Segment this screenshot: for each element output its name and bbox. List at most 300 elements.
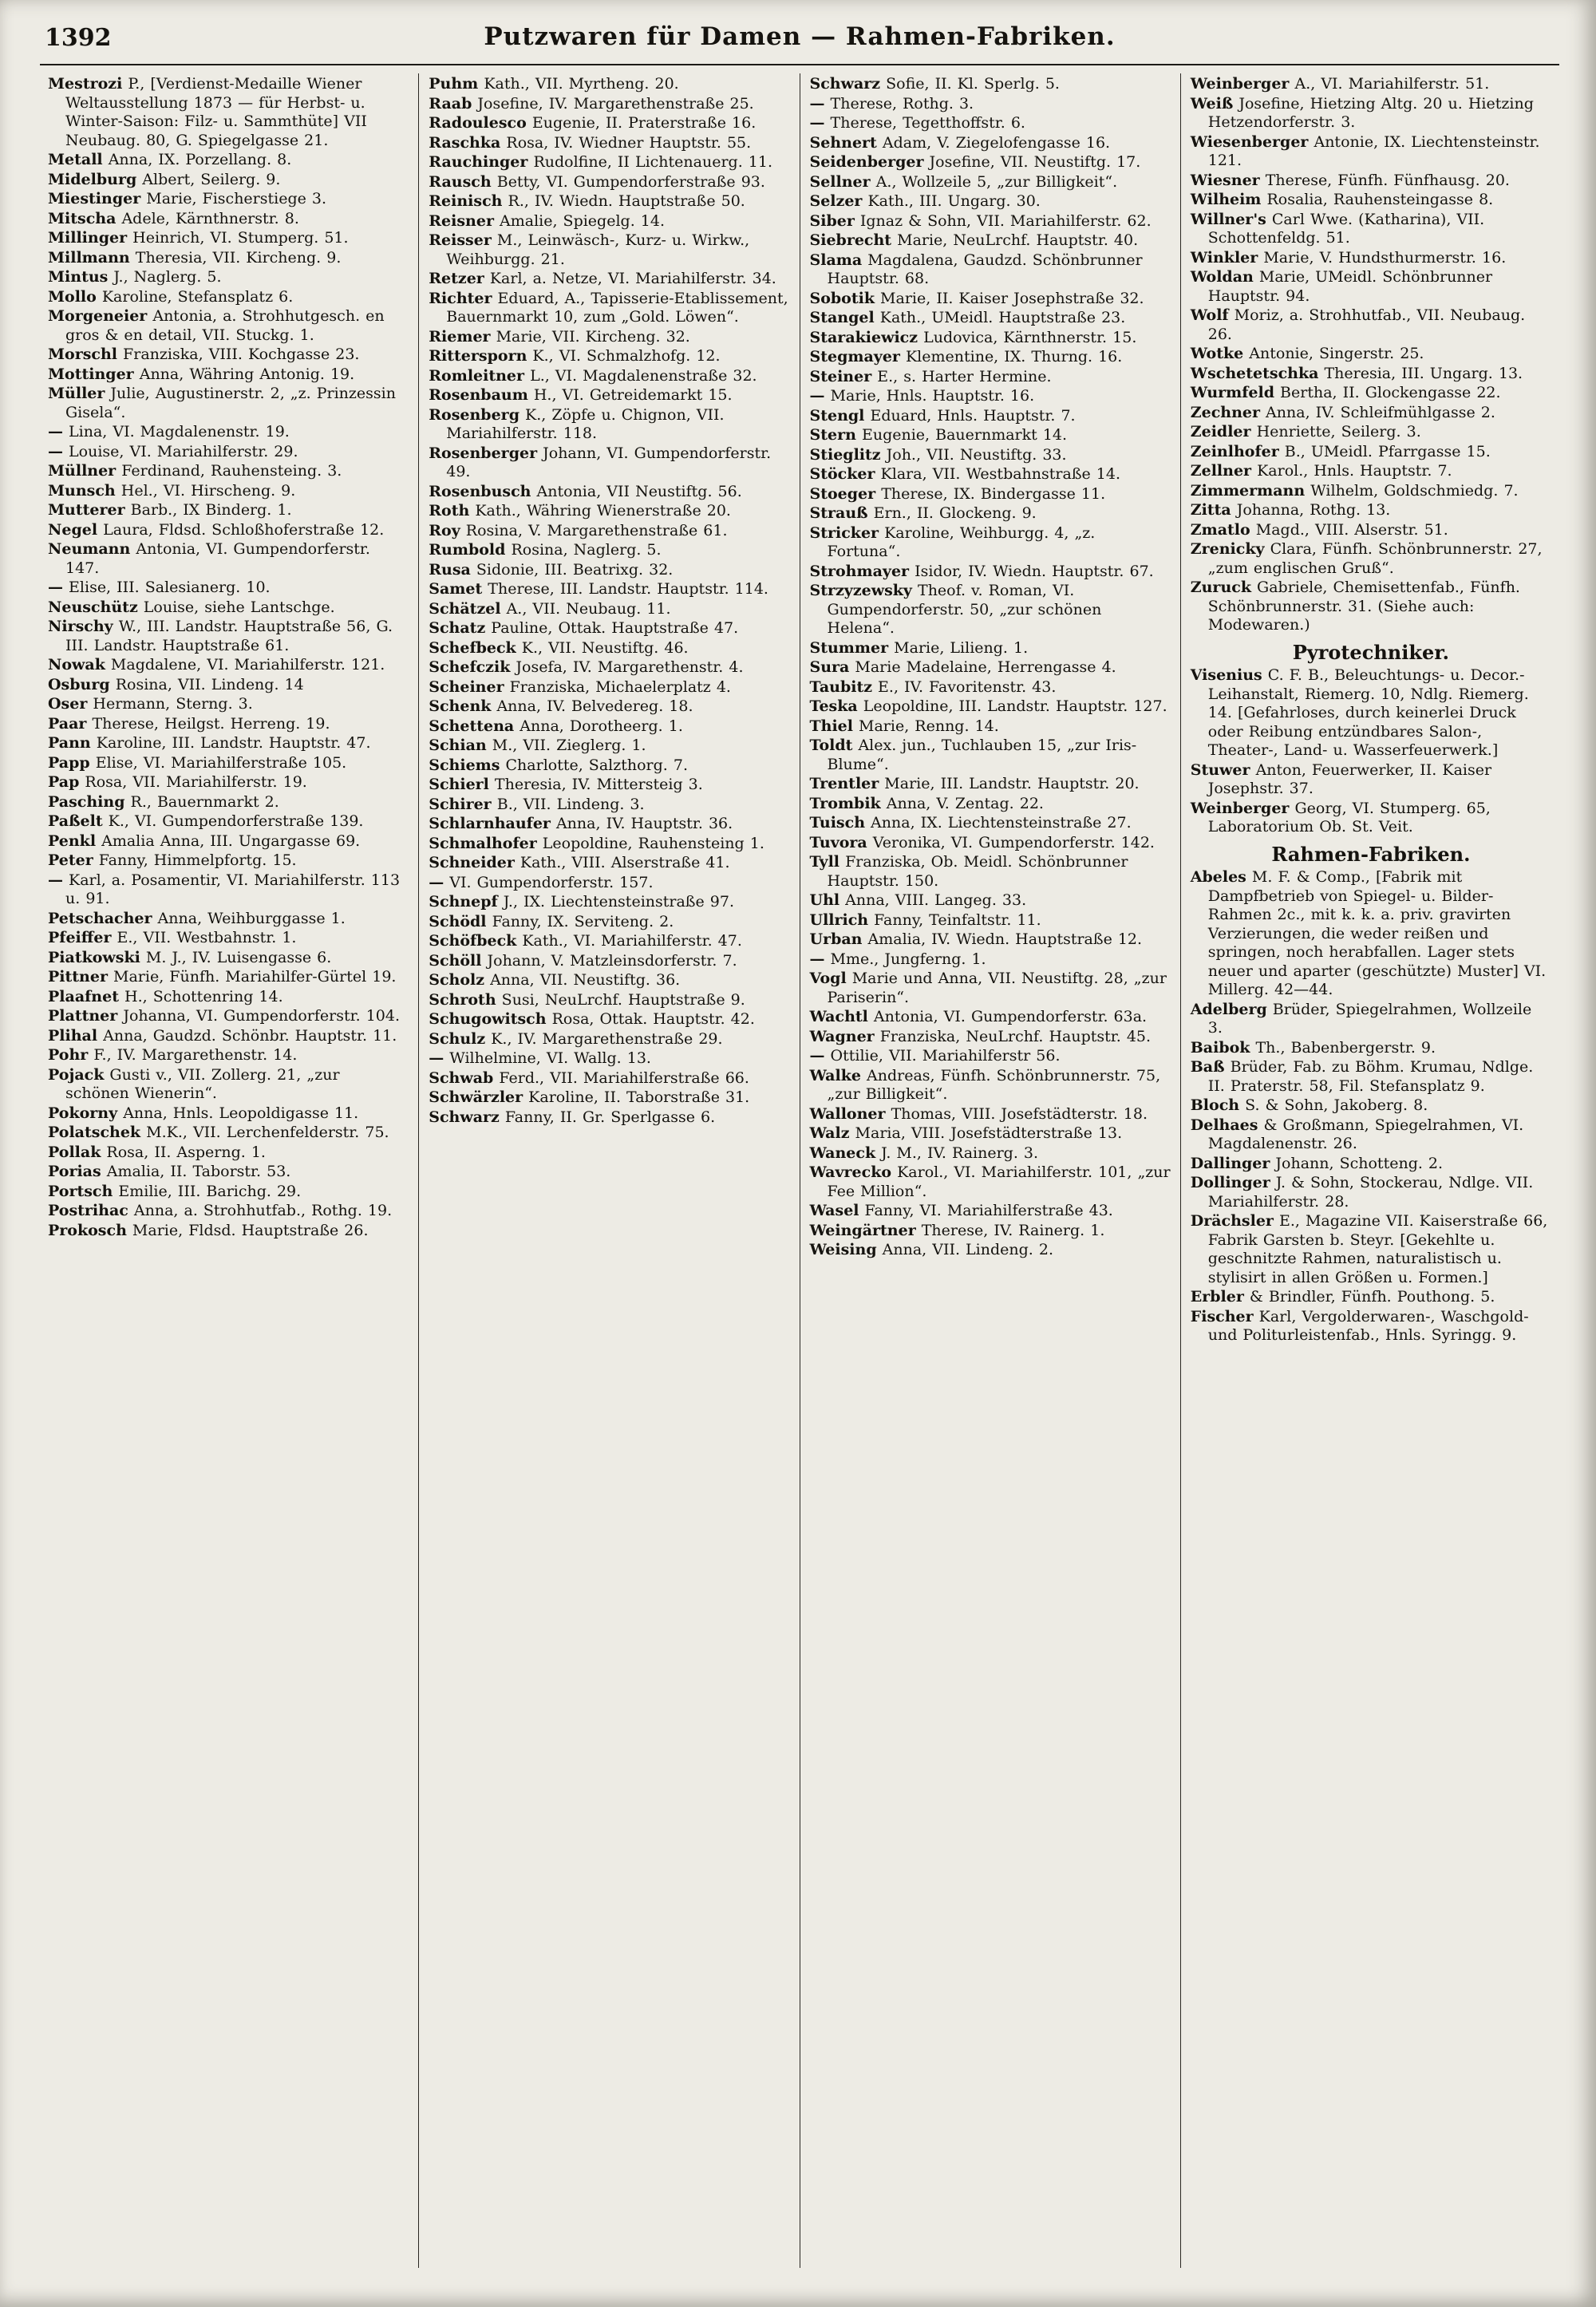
directory-entry: Walloner Thomas, VIII. Josefstädterstr. 18.: [809, 1104, 1148, 1123]
column-divider: [418, 73, 419, 2268]
entry-name: Stieglitz: [809, 445, 881, 464]
directory-entry: Abeles M. F. & Comp., [Fabrik mit Dampfbetrieb von Spiegel- u. Bilder-Rahmen 2c., mit k. k. a. priv. gravirten Verzierungen, die weder reißen und springen, noch herabfallen. Lager stets neuer und aparter (geschützte) Muster] VI. Millerg. 42—44.: [1190, 868, 1547, 998]
directory-entry: — Mme., Jungferng. 1.: [809, 950, 986, 968]
directory-entry: Schöfbeck Kath., VI. Mariahilferstr. 47.: [429, 932, 742, 950]
entry-name: Schwärzler: [429, 1088, 523, 1106]
entry-name: Thiel: [809, 717, 853, 735]
directory-entry: Pasching R., Bauernmarkt 2.: [48, 792, 279, 811]
entry-name: Raab: [429, 94, 472, 113]
directory-entry: Willner's Carl Wwe. (Katharina), VII. Schottenfeldg. 51.: [1190, 210, 1485, 247]
column-3: [802, 73, 1179, 2268]
directory-entry: Nowak Magdalene, VI. Mariahilferstr. 121.: [48, 656, 385, 674]
directory-entry: Rosenberg K., Zöpfe u. Chignon, VII. Mariahilferstr. 118.: [429, 405, 725, 442]
entry-name: Taubitz: [809, 677, 873, 696]
entry-name: —: [809, 1047, 825, 1065]
directory-entry: Zeinlhofer B., UMeidl. Pfarrgasse 15.: [1190, 442, 1491, 460]
section-heading: Rahmen-Fabriken.: [1271, 842, 1471, 866]
directory-entry: Negel Laura, Fldsd. Schloßhoferstraße 12.: [48, 520, 385, 539]
entry-name: Tuvora: [809, 833, 867, 851]
entry-name: Weingärtner: [809, 1221, 916, 1239]
entry-name: Zechner: [1190, 403, 1261, 421]
entry-name: Pann: [48, 734, 91, 752]
entry-name: Siber: [809, 211, 855, 230]
column-1: [40, 73, 417, 2268]
entry-name: Wschetetschka: [1190, 364, 1319, 382]
directory-entry: Zitta Johanna, Rothg. 13.: [1190, 501, 1391, 519]
directory-entry: Müllner Ferdinand, Rauhensteing. 3.: [48, 462, 342, 480]
directory-entry: Scheiner Franziska, Michaelerplatz 4.: [429, 677, 731, 696]
directory-entry: — Louise, VI. Mariahilferstr. 29.: [48, 442, 298, 460]
entry-name: Schian: [429, 737, 487, 754]
directory-entry: — Lina, VI. Magdalenenstr. 19.: [48, 423, 290, 440]
directory-entry: Polatschek M.K., VII. Lerchenfelderstr. 75.: [48, 1124, 389, 1141]
directory-entry: Schatz Pauline, Ottak. Hauptstraße 47.: [429, 619, 739, 637]
entry-name: Papp: [48, 753, 90, 772]
entry-name: Strzyzewsky: [809, 582, 912, 599]
entry-name: —: [429, 1049, 444, 1067]
entry-name: Sellner: [809, 172, 871, 191]
directory-entry: Sura Marie Madelaine, Herrengasse 4.: [809, 658, 1116, 676]
entry-name: Rittersporn: [429, 347, 527, 365]
entry-name: Pasching: [48, 792, 125, 811]
directory-entry: Urban Amalia, IV. Wiedn. Hauptstraße 12.: [809, 930, 1143, 948]
directory-entry: Weising Anna, VII. Lindeng. 2.: [809, 1241, 1054, 1258]
directory-entry: Munsch Hel., VI. Hirscheng. 9.: [48, 481, 296, 500]
entry-name: Wachtl: [809, 1008, 868, 1025]
directory-entry: Baibok Th., Babenbergerstr. 9.: [1190, 1038, 1436, 1057]
entry-name: Drächsler: [1190, 1212, 1274, 1230]
directory-entry: — Marie, Hnls. Hauptstr. 16.: [809, 387, 1035, 405]
directory-entry: Pokorny Anna, Hnls. Leopoldigasse 11.: [48, 1104, 359, 1122]
entry-name: —: [809, 387, 825, 405]
entry-name: Rosenberg: [429, 405, 519, 424]
directory-entry: Walz Maria, VIII. Josefstädterstraße 13.: [809, 1124, 1123, 1142]
entry-name: Toldt: [809, 737, 853, 754]
entry-name: Radoulesco: [429, 114, 527, 132]
directory-entry: — VI. Gumpendorferstr. 157.: [429, 873, 654, 891]
entry-name: Neumann: [48, 540, 131, 558]
entry-name: Midelburg: [48, 170, 137, 188]
directory-entry: Schwab Ferd., VII. Mariahilferstraße 66.: [429, 1069, 749, 1087]
directory-entry: Schefbeck K., VII. Neustiftg. 46.: [429, 638, 689, 657]
entry-name: Schefczik: [429, 658, 511, 676]
entry-name: Wolf: [1190, 306, 1229, 324]
entry-name: Tuisch: [809, 814, 866, 832]
directory-entry: Postrihac Anna, a. Strohhutfab., Rothg. 19.: [48, 1202, 393, 1219]
entry-name: Millinger: [48, 229, 128, 247]
entry-name: Baibok: [1190, 1038, 1250, 1057]
directory-entry: Tuisch Anna, IX. Liechtensteinstraße 27.: [809, 814, 1132, 832]
entry-name: Zimmermann: [1190, 481, 1306, 500]
directory-entry: Pojack Gusti v., VII. Zollerg. 21, „zur schönen Wienerin“.: [48, 1065, 340, 1102]
directory-entry: Zimmermann Wilhelm, Goldschmiedg. 7.: [1190, 481, 1519, 500]
entry-name: Puhm: [429, 75, 479, 93]
directory-entry: Schefczik Josefa, IV. Margarethenstr. 4.: [429, 658, 744, 676]
entry-name: Wotke: [1190, 345, 1244, 362]
directory-entry: Plihal Anna, Gaudzd. Schönbr. Hauptstr. 11.: [48, 1026, 397, 1045]
entry-name: Walke: [809, 1066, 861, 1084]
directory-entry: Adelberg Brüder, Spiegelrahmen, Wollzeile 3.: [1190, 1000, 1532, 1037]
directory-entry: Schian M., VII. Zieglerg. 1.: [429, 737, 646, 754]
entry-name: Metall: [48, 151, 103, 168]
entry-name: Stoeger: [809, 484, 876, 503]
directory-entry: Thiel Marie, Renng. 14.: [809, 717, 999, 735]
entry-name: Polatschek: [48, 1124, 141, 1141]
directory-entry: Schwarz Sofie, II. Kl. Sperlg. 5.: [809, 75, 1060, 93]
directory-entry: Schödl Fanny, IX. Serviteng. 2.: [429, 912, 674, 930]
directory-entry: Piatkowski M. J., IV. Luisengasse 6.: [48, 948, 332, 966]
entry-name: Schödl: [429, 912, 487, 930]
entry-name: Woldan: [1190, 268, 1254, 286]
entry-name: Oser: [48, 695, 88, 713]
directory-entry: Sehnert Adam, V. Ziegelofengasse 16.: [809, 133, 1111, 152]
directory-entry: Rausch Betty, VI. Gumpendorferstraße 93.: [429, 172, 765, 191]
directory-entry: — Therese, Rothg. 3.: [809, 94, 974, 113]
directory-entry: Schlarnhaufer Anna, IV. Hauptstr. 36.: [429, 815, 733, 832]
entry-name: Stangel: [809, 309, 875, 326]
directory-entry: Rosenbaum H., VI. Getreidemarkt 15.: [429, 386, 733, 404]
entry-name: Mottinger: [48, 365, 134, 383]
directory-entry: Rittersporn K., VI. Schmalzhofg. 12.: [429, 347, 721, 365]
directory-entry: Weinberger A., VI. Mariahilferstr. 51.: [1190, 75, 1490, 93]
entry-name: Schöfbeck: [429, 932, 517, 950]
entry-name: Reisser: [429, 231, 492, 249]
entry-name: Baß: [1190, 1058, 1225, 1076]
entry-name: Walloner: [809, 1104, 886, 1123]
entry-name: Samet: [429, 580, 483, 598]
entry-name: Pittner: [48, 968, 108, 986]
entry-name: Schneider: [429, 854, 515, 871]
directory-entry: Roth Kath., Währing Wienerstraße 20.: [429, 502, 731, 519]
entry-name: Tyll: [809, 853, 840, 871]
directory-entry: Trombik Anna, V. Zentag. 22.: [809, 794, 1044, 812]
entry-name: Mitscha: [48, 209, 117, 227]
entry-name: Zrenicky: [1190, 540, 1265, 558]
directory-entry: Stummer Marie, Lilieng. 1.: [809, 638, 1029, 657]
directory-entry: Prokosch Marie, Fldsd. Hauptstraße 26.: [48, 1221, 369, 1239]
entry-name: Portsch: [48, 1182, 113, 1200]
directory-entry: Waneck J. M., IV. Rainerg. 3.: [809, 1144, 1039, 1162]
directory-entry: — Elise, III. Salesianerg. 10.: [48, 579, 271, 596]
entry-name: Schlarnhaufer: [429, 815, 551, 832]
entry-name: Zeinlhofer: [1190, 442, 1279, 460]
entry-name: Sura: [809, 658, 850, 676]
directory-entry: Millinger Heinrich, VI. Stumperg. 51.: [48, 229, 349, 247]
entry-name: Scheiner: [429, 677, 504, 696]
page-number: 1392: [45, 24, 112, 52]
entry-name: Negel: [48, 520, 98, 539]
entry-name: Reinisch: [429, 192, 503, 210]
directory-entry: Rosenbusch Antonia, VII Neustiftg. 56.: [429, 482, 742, 500]
directory-entry: Schmalhofer Leopoldine, Rauhensteing 1.: [429, 834, 764, 852]
directory-entry: Pann Karoline, III. Landstr. Hauptstr. 47.: [48, 734, 371, 752]
directory-entry: Reisner Amalie, Spiegelg. 14.: [429, 211, 665, 230]
directory-entry: Porias Amalia, II. Taborstr. 53.: [48, 1163, 291, 1180]
directory-entry: Stieglitz Joh., VII. Neustiftg. 33.: [809, 445, 1067, 464]
entry-name: Plattner: [48, 1007, 118, 1025]
entry-name: Wilheim: [1190, 191, 1262, 208]
directory-entry: Baß Brüder, Fab. zu Böhm. Krumau, Ndlge. II. Praterstr. 58, Fil. Stefansplatz 9.: [1190, 1058, 1534, 1095]
entry-name: Waneck: [809, 1144, 876, 1162]
directory-entry: Portsch Emilie, III. Barichg. 29.: [48, 1182, 302, 1200]
directory-entry: Woldan Marie, UMeidl. Schönbrunner Hauptstr. 94.: [1190, 268, 1493, 305]
entry-name: Adelberg: [1190, 1000, 1267, 1018]
entry-name: Schwarz: [429, 1108, 500, 1126]
entry-name: Schnepf: [429, 893, 498, 911]
entry-name: —: [48, 871, 63, 889]
directory-entry: Strohmayer Isidor, IV. Wiedn. Hauptstr. 67.: [809, 562, 1154, 580]
entry-name: Rausch: [429, 172, 492, 191]
entry-name: Petschacher: [48, 909, 152, 927]
entry-name: Weiß: [1190, 94, 1234, 113]
entry-name: Richter: [429, 289, 492, 307]
entry-name: Paßelt: [48, 812, 103, 830]
entry-name: Nowak: [48, 656, 105, 674]
entry-name: Schierl: [429, 776, 489, 793]
entry-name: Stern: [809, 426, 856, 444]
entry-name: Steiner: [809, 367, 872, 385]
entry-name: Wagner: [809, 1027, 875, 1045]
entry-name: Zellner: [1190, 462, 1252, 480]
entry-name: Weinberger: [1190, 799, 1290, 817]
directory-entry: — Wilhelmine, VI. Wallg. 13.: [429, 1049, 651, 1067]
directory-entry: Neuschütz Louise, siehe Lantschge.: [48, 598, 335, 616]
directory-entry: Mintus J., Naglerg. 5.: [48, 268, 222, 286]
entry-name: Rumbold: [429, 541, 506, 559]
directory-entry: Plattner Johanna, VI. Gumpendorferstr. 104.: [48, 1007, 401, 1025]
directory-entry: Dallinger Johann, Schotteng. 2.: [1190, 1154, 1444, 1172]
entry-name: —: [48, 423, 63, 440]
entry-name: Schugowitsch: [429, 1010, 547, 1028]
directory-entry: Mutterer Barb., IX Binderg. 1.: [48, 501, 292, 519]
directory-entry: — Therese, Tegetthoffstr. 6.: [809, 114, 1025, 132]
directory-entry: Midelburg Albert, Seilerg. 9.: [48, 170, 281, 188]
directory-entry: Schätzel A., VII. Neubaug. 11.: [429, 599, 671, 618]
directory-entry: Stricker Karoline, Weihburgg. 4, „z. Fortuna“.: [809, 523, 1096, 560]
entry-name: Slama: [809, 251, 863, 269]
directory-entry: Zeidler Henriette, Seilerg. 3.: [1190, 423, 1421, 440]
directory-entry: Zellner Karol., Hnls. Hauptstr. 7.: [1190, 462, 1452, 480]
entry-name: Pojack: [48, 1065, 105, 1084]
page-title: Putzwaren für Damen — Rahmen-Fabriken.: [484, 22, 1116, 51]
directory-entry: Pap Rosa, VII. Mariahilferstr. 19.: [48, 773, 307, 791]
entry-name: Schwab: [429, 1069, 494, 1087]
directory-entry: — Karl, a. Posamentir, VI. Mariahilferstr. 113 u. 91.: [48, 871, 401, 907]
entry-name: Trombik: [809, 794, 881, 812]
directory-entry: Stangel Kath., UMeidl. Hauptstraße 23.: [809, 309, 1126, 326]
entry-name: Plaafnet: [48, 987, 119, 1005]
directory-entry: Bloch S. & Sohn, Jakoberg. 8.: [1190, 1096, 1428, 1114]
directory-entry: Drächsler E., Magazine VII. Kaiserstraße 66, Fabrik Garsten b. Steyr. [Gekehlte u. geschnitzte Rahmen, naturalistisch u. stylisirt in allen Größen u. Formen.]: [1190, 1212, 1548, 1286]
entry-name: Rusa: [429, 560, 471, 579]
directory-entry: Vogl Marie und Anna, VII. Neustiftg. 28, „zur Pariserin“.: [809, 970, 1167, 1006]
directory-entry: Richter Eduard, A., Tapisserie-Etablissement, Bauernmarkt 10, zum „Gold. Löwen“.: [429, 289, 788, 326]
entry-name: Zitta: [1190, 501, 1231, 519]
directory-entry: Reinisch R., IV. Wiedn. Hauptstraße 50.: [429, 192, 745, 210]
entry-name: Scholz: [429, 971, 485, 989]
entry-name: Schwarz: [809, 75, 881, 93]
directory-entry: Raab Josefine, IV. Margarethenstraße 25.: [429, 94, 754, 113]
directory-entry: Weingärtner Therese, IV. Rainerg. 1.: [809, 1221, 1105, 1239]
entry-name: Nirschy: [48, 618, 113, 635]
entry-name: Urban: [809, 930, 863, 948]
entry-name: Bloch: [1190, 1096, 1240, 1114]
header-rule: [40, 64, 1559, 65]
directory-entry: Weiß Josefine, Hietzing Altg. 20 u. Hietzing Hetzendorferstr. 3.: [1190, 94, 1534, 131]
entry-name: Sehnert: [809, 133, 877, 152]
entry-name: Mestrozi: [48, 75, 123, 93]
entry-name: Starakiewicz: [809, 328, 918, 346]
entry-name: Zmatlo: [1190, 520, 1250, 539]
directory-entry: Schnepf J., IX. Liechtensteinstraße 97.: [429, 893, 734, 911]
entry-name: Stegmayer: [809, 348, 900, 365]
entry-name: Stummer: [809, 638, 889, 657]
directory-entry: Ullrich Fanny, Teinfaltstr. 11.: [809, 911, 1041, 929]
entry-name: Millmann: [48, 248, 130, 267]
directory-entry: Strzyzewsky Theof. v. Roman, VI. Gumpendorferstr. 50, „zur schönen Helena“.: [809, 582, 1102, 637]
directory-entry: Schirer B., VII. Lindeng. 3.: [429, 795, 645, 813]
directory-entry: Morgeneier Antonia, a. Strohhutgesch. en gros & en detail, VII. Stuckg. 1.: [48, 307, 385, 344]
directory-entry: Mottinger Anna, Währing Antonig. 19.: [48, 365, 355, 383]
directory-entry: Rumbold Rosina, Naglerg. 5.: [429, 541, 662, 559]
directory-entry: Pollak Rosa, II. Asperng. 1.: [48, 1143, 266, 1161]
entry-name: Schätzel: [429, 599, 501, 618]
entry-name: Schmalhofer: [429, 834, 537, 852]
entry-name: Pohr: [48, 1046, 89, 1064]
directory-entry: Seidenberger Josefine, VII. Neustiftg. 17.: [809, 153, 1141, 171]
directory-entry: Schierl Theresia, IV. Mittersteig 3.: [429, 776, 703, 793]
entry-name: Abeles: [1190, 868, 1246, 886]
entry-name: Neuschütz: [48, 598, 138, 616]
entry-name: Schettena: [429, 717, 515, 735]
directory-entry: Raschka Rosa, IV. Wiedner Hauptstr. 55.: [429, 133, 752, 152]
entry-name: Erbler: [1190, 1288, 1244, 1306]
directory-entry: Roy Rosina, V. Margarethenstraße 61.: [429, 521, 728, 539]
directory-entry: Pfeiffer E., VII. Westbahnstr. 1.: [48, 929, 297, 946]
entry-name: Riemer: [429, 327, 491, 346]
entry-name: Walz: [809, 1124, 850, 1142]
entry-name: —: [809, 94, 825, 113]
directory-entry: Stoeger Therese, IX. Bindergasse 11.: [809, 484, 1106, 503]
entry-name: Rosenberger: [429, 444, 538, 462]
directory-entry: Mitscha Adele, Kärnthnerstr. 8.: [48, 209, 299, 227]
directory-entry: Nirschy W., III. Landstr. Hauptstraße 56, G. III. Landstr. Hauptstraße 61.: [48, 618, 393, 654]
directory-entry: Retzer Karl, a. Netze, VI. Mariahilferstr. 34.: [429, 270, 776, 287]
directory-entry: Stegmayer Klementine, IX. Thurng. 16.: [809, 348, 1123, 365]
directory-entry: Rauchinger Rudolfine, II Lichtenauerg. 11.: [429, 153, 772, 171]
entry-name: Reisner: [429, 211, 494, 230]
directory-entry: Wachtl Antonia, VI. Gumpendorferstr. 63a.: [809, 1008, 1148, 1025]
entry-name: Strauß: [809, 504, 868, 522]
directory-entry: Wotke Antonie, Singerstr. 25.: [1190, 345, 1424, 362]
directory-entry: Samet Therese, III. Landstr. Hauptstr. 114.: [429, 580, 768, 598]
directory-entry: Fischer Karl, Vergolderwaren-, Waschgold- und Politurleistenfab., Hnls. Syringg. 9.: [1190, 1307, 1529, 1344]
entry-name: Munsch: [48, 481, 116, 500]
directory-entry: Selzer Kath., III. Ungarg. 30.: [809, 192, 1041, 210]
entry-name: Dallinger: [1190, 1154, 1270, 1172]
entry-name: Müllner: [48, 462, 117, 480]
directory-entry: Romleitner L., VI. Magdalenenstraße 32.: [429, 366, 757, 385]
entry-name: Winkler: [1190, 248, 1258, 267]
entry-name: Plihal: [48, 1026, 98, 1045]
directory-entry: Reisser M., Leinwäsch-, Kurz- u. Wirkw., Weihburgg. 21.: [429, 231, 750, 268]
directory-entry: Millmann Theresia, VII. Kircheng. 9.: [48, 248, 342, 267]
page-header: [40, 21, 1559, 59]
entry-name: Wurmfeld: [1190, 384, 1275, 401]
entry-name: Peter: [48, 851, 93, 869]
directory-entry: Stengl Eduard, Hnls. Hauptstr. 7.: [809, 406, 1076, 425]
entry-name: Stricker: [809, 523, 879, 542]
entry-name: Strohmayer: [809, 562, 910, 580]
directory-entry: Trentler Marie, III. Landstr. Hauptstr. 20.: [809, 775, 1140, 792]
entry-name: Paar: [48, 714, 87, 733]
directory-entry: Pittner Marie, Fünfh. Mariahilfer-Gürtel 19.: [48, 968, 397, 986]
directory-entry: Metall Anna, IX. Porzellang. 8.: [48, 151, 292, 168]
entry-name: Zeidler: [1190, 423, 1251, 440]
directory-entry: Schulz K., IV. Margarethenstraße 29.: [429, 1029, 723, 1048]
entry-name: Miestinger: [48, 190, 141, 207]
entry-name: —: [429, 873, 444, 891]
directory-entry: Siber Ignaz & Sohn, VII. Mariahilferstr. 62.: [809, 211, 1152, 230]
directory-entry: Oser Hermann, Sterng. 3.: [48, 695, 253, 713]
entry-name: Postrihac: [48, 1202, 128, 1219]
entry-name: Pap: [48, 773, 80, 791]
directory-entry: Wilheim Rosalia, Rauhensteingasse 8.: [1190, 191, 1494, 208]
directory-entry: Taubitz E., IV. Favoritenstr. 43.: [809, 677, 1057, 696]
directory-entry: Schöll Johann, V. Matzleinsdorferstr. 7.: [429, 951, 737, 970]
directory-entry: Wavrecko Karol., VI. Mariahilferstr. 101, „zur Fee Million“.: [809, 1163, 1171, 1200]
entry-name: Rosenbusch: [429, 482, 531, 500]
directory-entry: Mollo Karoline, Stefansplatz 6.: [48, 287, 294, 306]
directory-entry: Stuwer Anton, Feuerwerker, II. Kaiser Josephstr. 37.: [1190, 760, 1492, 797]
entry-name: Schulz: [429, 1029, 486, 1048]
entry-name: Siebrecht: [809, 231, 892, 249]
directory-entry: Riemer Marie, VII. Kircheng. 32.: [429, 327, 690, 346]
directory-entry: Plaafnet H., Schottenring 14.: [48, 987, 283, 1005]
directory-entry: Wiesner Therese, Fünfh. Fünfhausg. 20.: [1190, 171, 1510, 189]
entry-name: Trentler: [809, 775, 879, 792]
directory-entry: Schroth Susi, NeuLrchf. Hauptstraße 9.: [429, 990, 745, 1009]
column-4: [1183, 73, 1559, 2268]
directory-entry: Tyll Franziska, Ob. Meidl. Schönbrunner Hauptstr. 150.: [809, 853, 1128, 890]
directory-entry: Toldt Alex. jun., Tuchlauben 15, „zur Iris-Blume“.: [809, 737, 1137, 773]
directory-entry: Wasel Fanny, VI. Mariahilferstraße 43.: [809, 1202, 1113, 1219]
entry-name: —: [48, 442, 63, 460]
directory-entry: Wagner Franziska, NeuLrchf. Hauptstr. 45.: [809, 1027, 1152, 1045]
directory-entry: Steiner E., s. Harter Hermine.: [809, 367, 1052, 385]
directory-entry: Schiems Charlotte, Salzthorg. 7.: [429, 756, 688, 774]
directory-entry: Pohr F., IV. Margarethenstr. 14.: [48, 1046, 298, 1064]
directory-entry: Zechner Anna, IV. Schleifmühlgasse 2.: [1190, 403, 1495, 421]
entry-name: Willner's: [1190, 210, 1266, 228]
entry-name: Wasel: [809, 1202, 859, 1219]
entry-name: Schenk: [429, 697, 492, 715]
directory-entry: Osburg Rosina, VII. Lindeng. 14: [48, 675, 304, 693]
directory-entry: Starakiewicz Ludovica, Kärnthnerstr. 15.: [809, 328, 1137, 346]
entry-name: Uhl: [809, 891, 840, 909]
entry-name: —: [809, 114, 825, 132]
directory-entry: Peter Fanny, Himmelpfortg. 15.: [48, 851, 297, 869]
directory-entry: Dollinger J. & Sohn, Stockerau, Ndlge. VII. Mariahilferstr. 28.: [1190, 1174, 1534, 1211]
directory-entry: Radoulesco Eugenie, II. Praterstraße 16.: [429, 114, 757, 132]
directory-entry: Erbler & Brindler, Fünfh. Pouthong. 5.: [1190, 1288, 1495, 1306]
directory-entry: Puhm Kath., VII. Myrtheng. 20.: [429, 75, 679, 93]
entry-name: Visenius: [1190, 666, 1262, 684]
entry-name: Delhaes: [1190, 1116, 1258, 1134]
entry-name: Müller: [48, 385, 105, 402]
directory-entry: Zuruck Gabriele, Chemisettenfab., Fünfh. Schönbrunnerstr. 31. (Siehe auch: Modewaren.): [1190, 579, 1520, 634]
directory-entry: Strauß Ern., II. Glockeng. 9.: [809, 504, 1037, 522]
